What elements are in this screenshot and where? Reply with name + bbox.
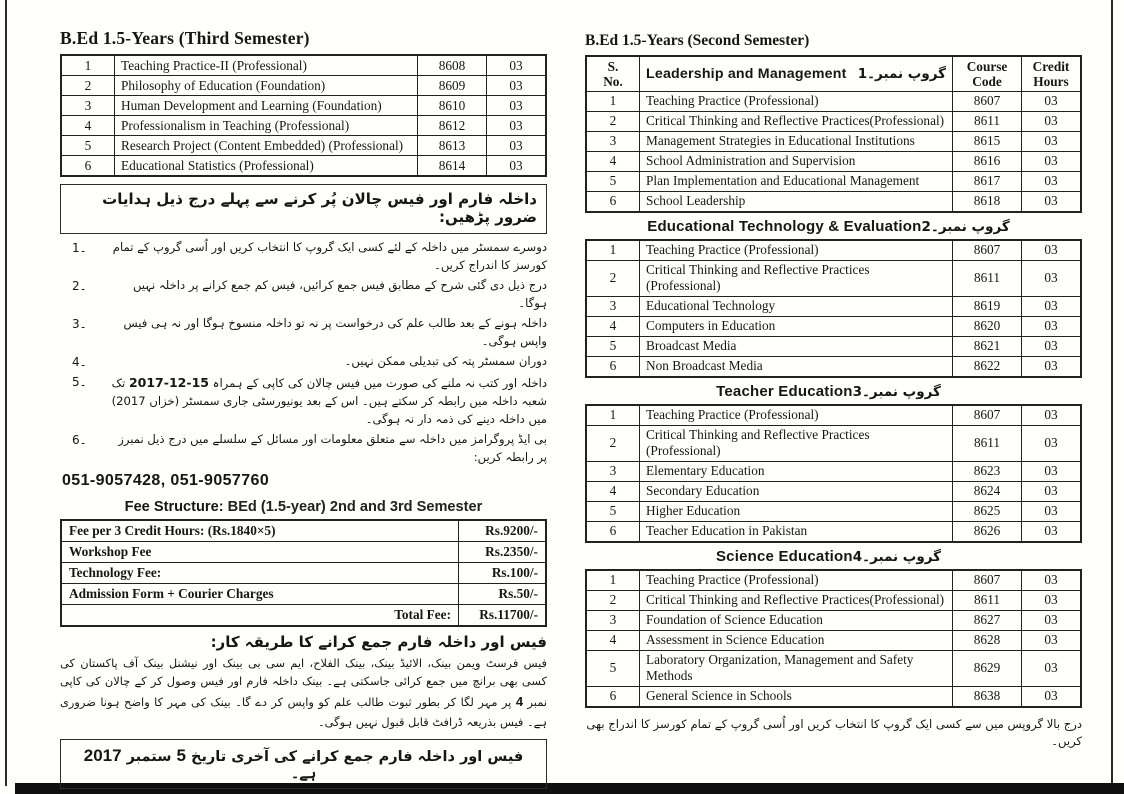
fee-label-cell: Technology Fee: (61, 562, 459, 583)
sno-cell: 4 (61, 116, 115, 136)
page-content (60, 26, 1082, 789)
group-1-name-english: Leadership and Management (646, 65, 847, 82)
fee-total-value-cell: Rs.11700/- (459, 604, 547, 626)
course-code-cell: 8611 (953, 590, 1022, 610)
sno-cell: 3 (61, 96, 115, 116)
course-code-cell: 8617 (953, 171, 1022, 191)
course-name-cell: Broadcast Media (640, 336, 953, 356)
course-name-cell: Teaching Practice-II (Professional) (115, 55, 418, 76)
course-code-cell: 8618 (953, 191, 1022, 212)
sno-cell: 3 (586, 131, 640, 151)
sno-cell: 2 (586, 590, 640, 610)
course-code-cell: 8619 (953, 296, 1022, 316)
course-name-cell: Foundation of Science Education (640, 610, 953, 630)
group-3-name-english: Teacher Education (716, 382, 853, 400)
sno-cell: 2 (586, 425, 640, 461)
course-code-cell: 8611 (953, 111, 1022, 131)
page-border-left (5, 0, 7, 786)
group-4-name-urdu: گروپ نمبر۔4 (852, 548, 942, 565)
fee-value-cell: Rs.9200/- (459, 520, 547, 542)
fee-row (61, 520, 546, 542)
sno-cell: 5 (586, 650, 640, 686)
group-3-heading (585, 383, 1082, 401)
table-row (586, 501, 1081, 521)
credit-hours-cell: 03 (1022, 240, 1082, 261)
sno-cell: 2 (586, 260, 640, 296)
sno-cell: 6 (586, 521, 640, 542)
fee-row (61, 541, 546, 562)
group-3-name-urdu: گروپ نمبر۔3 (852, 383, 941, 400)
course-name-cell: Critical Thinking and Reflective Practices (Professional) (640, 425, 953, 461)
table-row (586, 650, 1081, 686)
left-column (60, 26, 547, 789)
instruction-number: 4۔ (72, 354, 87, 369)
course-code-cell: 8626 (953, 521, 1022, 542)
third-semester-title: B.Ed 1.5-Years (Third Semester) (60, 28, 310, 48)
sno-cell: 6 (61, 156, 115, 177)
instruction-item (60, 353, 547, 371)
credit-hours-cell: 03 (1022, 151, 1082, 171)
credit-hours-cell: 03 (1022, 91, 1082, 111)
credit-hours-cell: 03 (1022, 590, 1082, 610)
second-semester-title: B.Ed 1.5-Years (Second Semester) (585, 32, 810, 49)
sno-cell: 6 (586, 686, 640, 707)
sno-cell: 5 (586, 336, 640, 356)
course-name-cell: Assessment in Science Education (640, 630, 953, 650)
course-code-cell: 8627 (953, 610, 1022, 630)
credit-hours-cell: 03 (1022, 111, 1082, 131)
credit-hours-cell: 03 (487, 96, 547, 116)
credit-hours-cell: 03 (1022, 501, 1082, 521)
table-row (586, 260, 1081, 296)
table-row (586, 171, 1081, 191)
instruction-item (60, 431, 547, 467)
course-name-cell: Human Development and Learning (Foundation) (115, 96, 418, 116)
course-code-cell: 8623 (953, 461, 1022, 481)
group-2-heading (585, 218, 1082, 236)
table-row (586, 405, 1081, 426)
sno-cell: 4 (586, 481, 640, 501)
course-code-cell: 8613 (418, 136, 487, 156)
group-4-name-english: Science Education (715, 547, 853, 565)
sno-cell: 2 (61, 76, 115, 96)
group-4-heading (585, 548, 1082, 566)
sno-cell: 4 (586, 151, 640, 171)
sno-cell: 1 (586, 570, 640, 591)
fee-structure-heading-bold: Fee Structure: (124, 498, 224, 515)
course-name-cell: Educational Statistics (Professional) (115, 156, 418, 177)
instruction-number: 5۔ (72, 374, 87, 389)
group-2-name-urdu: گروپ نمبر۔2 (921, 218, 1010, 235)
instruction-item (60, 315, 547, 351)
course-name-cell: Research Project (Content Embedded) (Professional) (115, 136, 418, 156)
course-code-cell: 8607 (953, 240, 1022, 261)
fee-label-cell: Fee per 3 Credit Hours: (Rs.1840×5) (61, 520, 459, 542)
course-name-cell: Secondary Education (640, 481, 953, 501)
course-name-cell: Teaching Practice (Professional) (640, 570, 953, 591)
group-2-name-english: Educational Technology & Evaluation (647, 217, 922, 235)
credit-hours-cell: 03 (1022, 296, 1082, 316)
page-border-right (1111, 0, 1113, 786)
group-selection-note: درج بالا گروپس میں سے کسی ایک گروپ کا انتخاب کریں اور اُسی گروپ کے تمام کورسز کا اندراج بھی کریں۔ (586, 716, 1082, 748)
course-code-cell: 8607 (953, 405, 1022, 426)
table-header-row (586, 56, 1081, 91)
credit-hours-cell: 03 (1022, 425, 1082, 461)
credit-hours-cell: 03 (1022, 171, 1082, 191)
course-code-cell: 8611 (953, 260, 1022, 296)
group-3-table (585, 404, 1082, 543)
sno-cell: 5 (586, 171, 640, 191)
credit-hours-cell: 03 (1022, 405, 1082, 426)
group-2-table (585, 239, 1082, 378)
sno-cell: 1 (586, 91, 640, 111)
credit-hours-cell: 03 (487, 136, 547, 156)
course-name-cell: Non Broadcast Media (640, 356, 953, 377)
course-name-cell: Philosophy of Education (Foundation) (115, 76, 418, 96)
group-1-heading (640, 56, 953, 91)
fee-total-label-cell: Total Fee: (61, 604, 459, 626)
sno-cell: 2 (586, 111, 640, 131)
credit-hours-cell: 03 (1022, 356, 1082, 377)
credit-hours-cell: 03 (1022, 650, 1082, 686)
course-name-cell: Critical Thinking and Reflective Practices (Professional) (640, 260, 953, 296)
sno-cell: 3 (586, 461, 640, 481)
course-code-cell: 8611 (953, 425, 1022, 461)
sno-cell: 5 (586, 501, 640, 521)
credit-hours-cell: 03 (1022, 481, 1082, 501)
course-code-cell: 8610 (418, 96, 487, 116)
instruction-item (60, 277, 547, 313)
course-name-cell: School Administration and Supervision (640, 151, 953, 171)
course-code-cell: 8625 (953, 501, 1022, 521)
credit-hours-cell: 03 (1022, 521, 1082, 542)
course-code-cell: 8607 (953, 570, 1022, 591)
fee-value-cell: Rs.100/- (459, 562, 547, 583)
course-name-cell: Educational Technology (640, 296, 953, 316)
fee-structure-table (60, 519, 547, 627)
deadline-year: 2017 (83, 745, 122, 765)
sno-cell: 4 (586, 630, 640, 650)
table-row (586, 191, 1081, 212)
deadline-box: فیس اور داخلہ فارم جمع کرانے کی آخری تاریخ 5 ستمبر 2017 ہے۔ (60, 739, 547, 789)
course-code-cell: 8638 (953, 686, 1022, 707)
course-code-cell: 8616 (953, 151, 1022, 171)
instruction-text: دوران سمسٹر پتہ کی تبدیلی ممکن نہیں۔ (344, 353, 547, 368)
table-row (61, 136, 546, 156)
table-row (586, 316, 1081, 336)
course-name-cell: Critical Thinking and Reflective Practices(Professional) (640, 590, 953, 610)
course-name-cell: Critical Thinking and Reflective Practices(Professional) (640, 111, 953, 131)
sno-cell: 6 (586, 191, 640, 212)
table-row (586, 336, 1081, 356)
credit-hours-cell: 03 (487, 76, 547, 96)
table-row (586, 111, 1081, 131)
credit-hours-cell: 03 (1022, 336, 1082, 356)
table-row (61, 156, 546, 177)
table-row (586, 521, 1081, 542)
credit-hours-cell: 03 (1022, 686, 1082, 707)
credit-hours-cell: 03 (1022, 260, 1082, 296)
instruction-item (60, 373, 547, 429)
fee-structure-heading-rest: BEd (1.5-year) 2nd and 3rd Semester (223, 498, 483, 515)
instruction-text: داخلہ ہونے کے بعد طالب علم کی درخواست پر نہ تو داخلہ منسوخ ہوگا اور نہ ہی فیس واپس ہوگی۔ (123, 315, 547, 348)
course-name-cell: Plan Implementation and Educational Management (640, 171, 953, 191)
sno-cell: 5 (61, 136, 115, 156)
credit-hours-cell: 03 (487, 55, 547, 76)
sno-cell: 3 (586, 296, 640, 316)
table-row (586, 425, 1081, 461)
table-row (61, 76, 546, 96)
course-name-cell: Teaching Practice (Professional) (640, 240, 953, 261)
payment-method-heading: فیس اور داخلہ فارم جمع کرانے کا طریقہ کار: (210, 632, 547, 651)
sno-cell: 3 (586, 610, 640, 630)
table-row (586, 356, 1081, 377)
fee-row (61, 562, 546, 583)
third-semester-course-table (60, 54, 547, 177)
fee-total-row (61, 604, 546, 626)
course-code-cell: 8607 (953, 91, 1022, 111)
course-code-cell: 8622 (953, 356, 1022, 377)
credit-hours-cell: 03 (1022, 131, 1082, 151)
instruction-number: 1۔ (72, 241, 87, 255)
fee-label-cell: Admission Form + Courier Charges (61, 583, 459, 604)
contact-phone-numbers: 051-9057428, 051-9057760 (62, 471, 270, 489)
course-name-cell: Computers in Education (640, 316, 953, 336)
sno-cell: 6 (586, 356, 640, 377)
payment-method-paragraph: فیس فرسٹ ویمن بینک، الائیڈ بینک، بینک الفلاح، ایم سی بی بینک اور نیشنل بینک آف پاکستان کی کسی بھی برانچ میں جمع کرائی جاسکتی ہے۔ بینک داخلہ فارم اور فیس وصول کر کے چالان کی کاپی نمبر 4 پر مہر لگا کر بطور ثبوت طالب علم کو واپس کر دے گا۔ بینک کی مہر کا واضح ہونا ضروری ہے۔ فیس بذریعہ ڈرافٹ قابل قبول نہیں ہوگی۔ (60, 655, 547, 729)
table-row (586, 630, 1081, 650)
course-code-cell: 8609 (418, 76, 487, 96)
sno-cell: 1 (586, 405, 640, 426)
credit-hours-cell: 03 (1022, 191, 1082, 212)
course-name-cell: School Leadership (640, 191, 953, 212)
table-row (586, 481, 1081, 501)
table-row (586, 686, 1081, 707)
course-name-cell: Laboratory Organization, Management and Safety Methods (640, 650, 953, 686)
course-code-cell: 8608 (418, 55, 487, 76)
course-name-cell: Teaching Practice (Professional) (640, 91, 953, 111)
credit-hours-cell: 03 (1022, 630, 1082, 650)
table-row (586, 240, 1081, 261)
course-name-cell: Management Strategies in Educational Institutions (640, 131, 953, 151)
course-name-cell: Teacher Education in Pakistan (640, 521, 953, 542)
table-row (586, 590, 1081, 610)
fee-value-cell: Rs.50/- (459, 583, 547, 604)
right-column (585, 26, 1082, 789)
credit-hours-header: Credit Hours (1022, 56, 1082, 91)
table-row (61, 116, 546, 136)
credit-hours-cell: 03 (1022, 610, 1082, 630)
sno-cell: 1 (586, 240, 640, 261)
table-row (586, 91, 1081, 111)
credit-hours-cell: 03 (487, 156, 547, 177)
course-name-cell: Elementary Education (640, 461, 953, 481)
instruction-text: بی ایڈ پروگرامز میں داخلہ سے متعلق معلومات اور مسائل کے سلسلے میں درج ذیل نمبرز پر رابطہ کریں: (118, 431, 547, 464)
table-row (586, 131, 1081, 151)
fee-row (61, 583, 546, 604)
instruction-text: درج ذیل دی گئی شرح کے مطابق فیس جمع کرائیں، فیس کم جمع کرانے پر داخلہ نہیں ہوگا۔ (132, 277, 547, 310)
group-4-table (585, 569, 1082, 708)
course-name-cell: Higher Education (640, 501, 953, 521)
credit-hours-cell: 03 (1022, 461, 1082, 481)
course-code-cell: 8628 (953, 630, 1022, 650)
course-name-cell: Teaching Practice (Professional) (640, 405, 953, 426)
instructions-list (60, 239, 547, 467)
course-code-cell: 8629 (953, 650, 1022, 686)
table-row (61, 55, 546, 76)
group-1-table (585, 55, 1082, 213)
course-code-cell: 8612 (418, 116, 487, 136)
credit-hours-cell: 03 (1022, 316, 1082, 336)
fee-value-cell: Rs.2350/- (459, 541, 547, 562)
instructions-heading-box: داخلہ فارم اور فیس چالان پُر کرنے سے پہلے درج ذیل ہدایات ضرور پڑھیں: (60, 184, 547, 234)
table-row (586, 151, 1081, 171)
group-1-name-urdu: گروپ نمبر۔1 (857, 65, 946, 82)
table-row (586, 461, 1081, 481)
course-code-header: Course Code (953, 56, 1022, 91)
table-row (586, 296, 1081, 316)
instruction-text: دوسرے سمسٹر میں داخلہ کے لئے کسی ایک گروپ کا انتخاب کریں اور اُسی گروپ کے تمام کورسز کا اندراج کریں۔ (112, 240, 547, 272)
instruction-number: 2۔ (72, 278, 87, 293)
sno-cell: 1 (61, 55, 115, 76)
instruction-number: 6۔ (72, 432, 87, 447)
fee-structure-heading (60, 499, 547, 515)
course-name-cell: General Science in Schools (640, 686, 953, 707)
table-row (586, 570, 1081, 591)
sno-header: S. No. (586, 56, 640, 91)
challan-copy-number: 4 (515, 694, 524, 710)
course-code-cell: 8615 (953, 131, 1022, 151)
sno-cell: 4 (586, 316, 640, 336)
credit-hours-cell: 03 (1022, 570, 1082, 591)
table-row (61, 96, 546, 116)
instruction-text: داخلہ اور کتب نہ ملنے کی صورت میں فیس چالان کی کاپی کے ہمراہ 15-12-2017 تک شعبہ داخلہ میں رابطہ کر سکتے ہیں۔ اس کے بعد یونیورسٹی جاری سمسٹر (خزاں 2017) میں داخلہ دینے کی ذمہ دار نہ ہوگی۔ (111, 374, 547, 426)
course-code-cell: 8614 (418, 156, 487, 177)
course-name-cell: Professionalism in Teaching (Professional) (115, 116, 418, 136)
table-row (586, 610, 1081, 630)
deadline-day: 5 (176, 745, 186, 765)
credit-hours-cell: 03 (487, 116, 547, 136)
course-code-cell: 8624 (953, 481, 1022, 501)
instruction-number: 3۔ (72, 316, 87, 331)
instruction-item (60, 239, 547, 275)
fee-label-cell: Workshop Fee (61, 541, 459, 562)
course-code-cell: 8621 (953, 336, 1022, 356)
contact-deadline-date: 15-12-2017 (128, 374, 209, 390)
course-code-cell: 8620 (953, 316, 1022, 336)
